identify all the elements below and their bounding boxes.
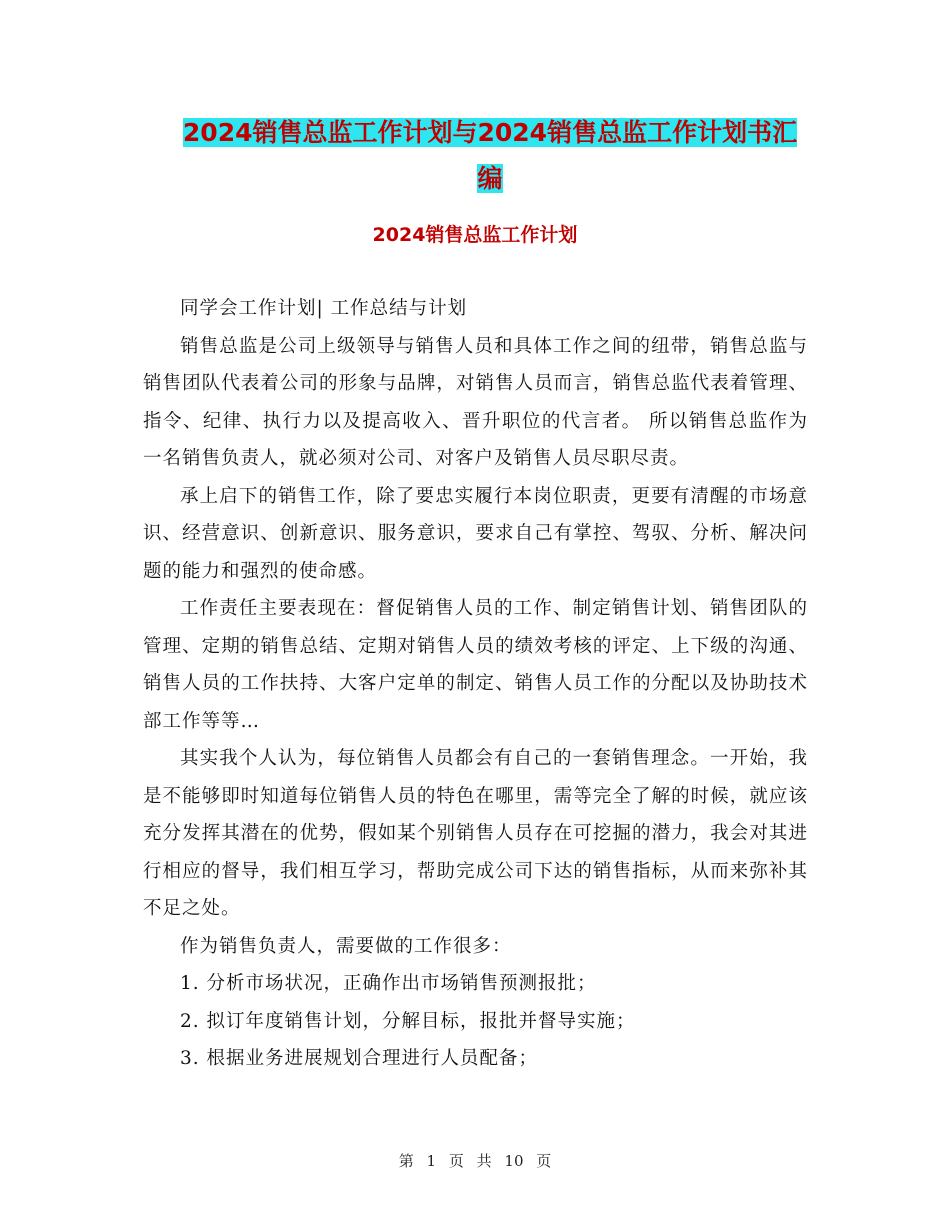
body-paragraph: 作为销售负责人，需要做的工作很多： [180,935,512,957]
body-paragraph: 承上启下的销售工作，除了要忠实履行本岗位职责，更要有清醒的市场意识、经营意识、创新意识、服务意识，要求自己有掌控、驾驭、分析、解决问题的能力和强烈的使命感。 [143,485,808,582]
body-paragraph: 其实我个人认为，每位销售人员都会有自己的一套销售理念。一开始，我是不能够即时知道每位销售人员的特色在哪里，需等完全了解的时候，就应该充分发挥其潜在的优势，假如某个别销售人员存在可挖掘的潜力，我会对其进行相应的督导，我们相互学习，帮助完成公司下达的销售指标，从而来弥补其不足之处。 [143,748,808,919]
page-footer [0,1150,950,1171]
footer-page-label: 第 [398,1152,414,1170]
footer-total-pages: 10 [504,1152,524,1170]
document-title [140,110,840,202]
footer-current-page: 1 [426,1152,437,1170]
footer-page-unit: 页 [448,1152,464,1170]
document-title-line1: 2024销售总监工作计划与2024销售总监工作计划书汇 [182,118,798,147]
document-body [143,290,808,1078]
category-line: 同学会工作计划| 工作总结与计划 [180,298,468,319]
footer-page-unit-2: 页 [536,1152,552,1170]
body-paragraph: 销售总监是公司上级领导与销售人员和具体工作之间的纽带，销售总监与销售团队代表着公司的形象与品牌，对销售人员而言，销售总监代表着管理、指令、纪律、执行力以及提高收入、晋升职位的代言者。 所以销售总监作为一名销售负责人，就必须对公司、对客户及销售人员尽职尽责。 [143,335,808,469]
list-item: 3. 根据业务进展规划合理进行人员配备； [180,1048,539,1069]
list-item: 1. 分析市场状况，正确作出市场销售预测报批； [180,973,597,994]
section-title: 2024销售总监工作计划 [372,224,578,246]
document-title-line2: 编 [477,164,503,193]
footer-total-label: 共 [476,1152,492,1170]
list-item: 2. 拟订年度销售计划，分解目标，报批并督导实施； [180,1010,636,1032]
body-paragraph: 工作责任主要表现在：督促销售人员的工作、制定销售计划、销售团队的管理、定期的销售总结、定期对销售人员的绩效考核的评定、上下级的沟通、销售人员的工作扶持、大客户定单的制定、销售人员工作的分配以及协助技术部工作等等… [143,598,808,732]
